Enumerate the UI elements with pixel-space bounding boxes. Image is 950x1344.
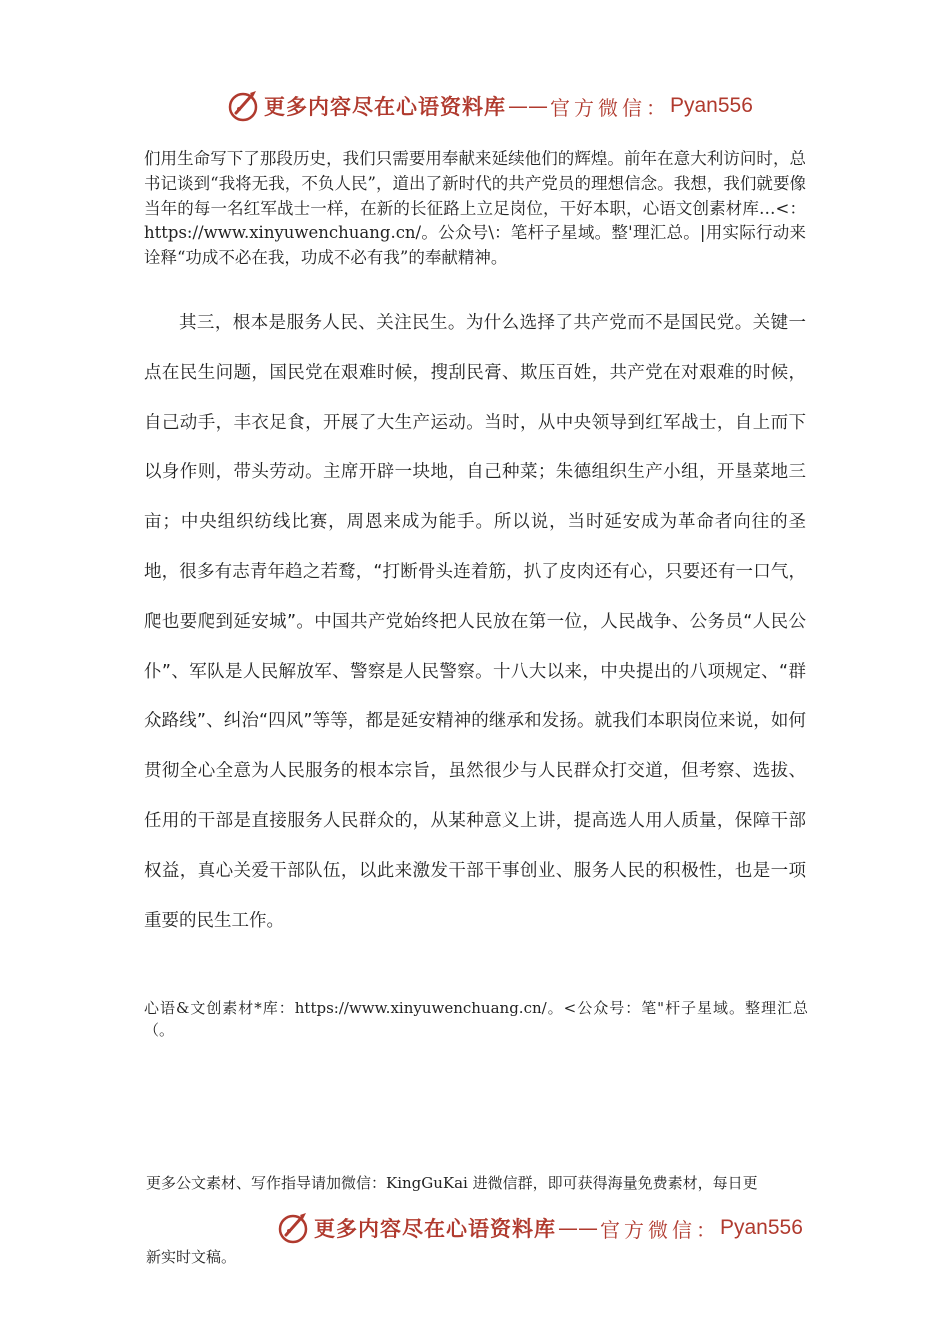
footer-promo-end: 新实时文稿。 [146, 1248, 237, 1266]
banner-wechat-id: Pyan556 [670, 94, 753, 117]
banner-dash: —— [508, 94, 548, 118]
paragraph-top: 们用生命写下了那段历史，我们只需要用奉献来延续他们的辉煌。前年在意大利访问时，总书记谈到“我将无我，不负人民”，道出了新时代的共产党员的理想信念。我想，我们就要像当年的每一名红军战士一样，在新的长征路上立足岗位，干好本职，心语文创素材库…<：https://www.xinyuwenchuang.cn/。公众号\：笔杆子星域。整'理汇总。|用实际行动来诠释“功成不必在我，功成不必有我”的奉献精神。 [144, 149, 806, 268]
logo-icon [276, 1211, 310, 1245]
paragraph-main: 其三，根本是服务人民、关注民生。为什么选择了共产党而不是国民党。关键一点在民生问题，国民党在艰难时候，搜刮民膏、欺压百姓，共产党在对艰难的时候，自己动手，丰衣足食，开展了大生产运动。当时，从中央领导到红军战士，自上而下以身作则，带头劳动。主席开辟一块地，自己种菜；朱德组织生产小组，开垦菜地三亩；中央组织纺线比赛，周恩来成为能手。所以说，当时延安成为革命者向往的圣地，很多有志青年趋之若鹜，“打断骨头连着筋，扒了皮肉还有心，只要还有一口气，爬也要爬到延安城”。中国共产党始终把人民放在第一位，人民战争、公务员“人民公仆”、军队是人民解放军、警察是人民警察。十八大以来，中央提出的八项规定、“群众路线”、纠治“四风”等等，都是延安精神的继承和发扬。就我们本职岗位来说，如何贯彻全心全意为人民服务的根本宗旨，虽然很少与人民群众打交道，但考察、选拔、任用的干部是直接服务人民群众的，从某种意义上讲，提高选人用人质量，保障干部权益，真心关爱干部队伍，以此来激发干部干事创业、服务人民的积极性，也是一项重要的民生工作。 [144, 313, 806, 931]
header-banner [226, 86, 753, 126]
footer-promo: 更多公文素材、写作指导请加微信：KingGuKai 进微信群，即可获得海量免费素材，每日更 [146, 1174, 758, 1192]
footer-banner [276, 1208, 803, 1248]
banner-brand: 更多内容尽在心语资料库 [264, 94, 506, 119]
banner-wechat-label: 官方微信： [550, 95, 670, 120]
banner-wechat-id: Pyan556 [720, 1216, 803, 1239]
logo-icon [226, 89, 260, 123]
banner-wechat-label: 官方微信： [600, 1217, 720, 1242]
banner-brand: 更多内容尽在心语资料库 [314, 1216, 556, 1241]
footer-note: 心语&文创素材*库：https://www.xinyuwenchuang.cn/。<公众号：笔"杆子星域。整理汇总（。 [144, 999, 808, 1039]
banner-dash: —— [558, 1216, 598, 1240]
